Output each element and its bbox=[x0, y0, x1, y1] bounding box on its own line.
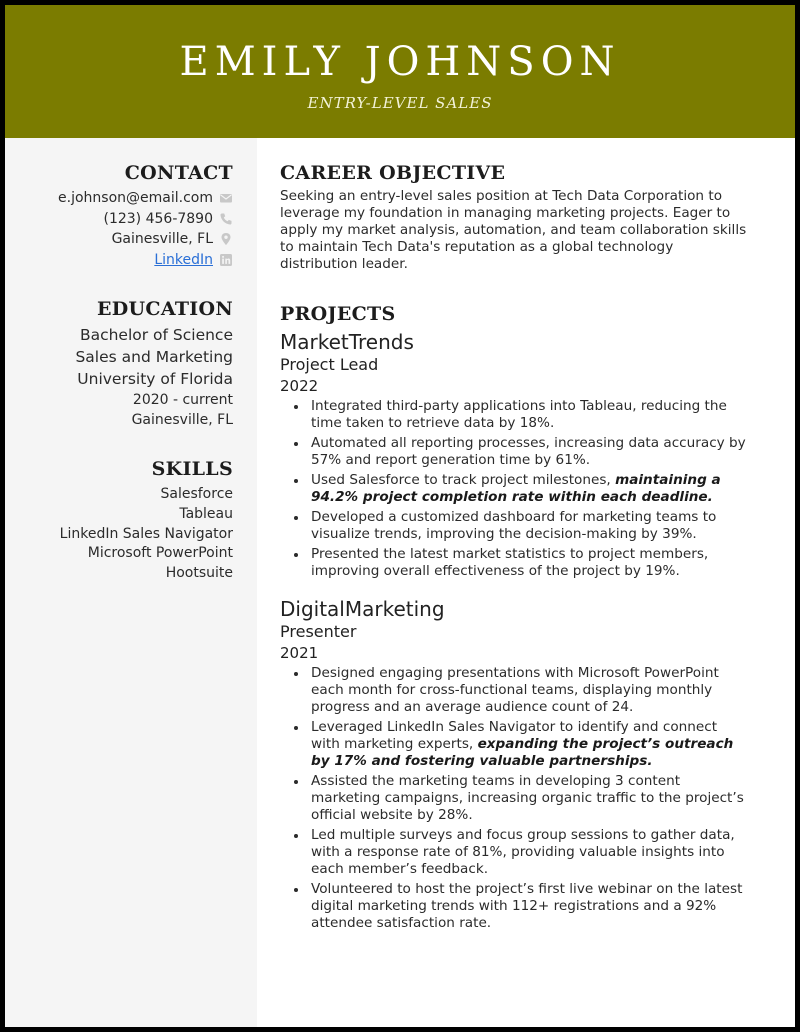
sidebar bbox=[5, 138, 257, 1027]
phone-text: (123) 456-7890 bbox=[103, 210, 213, 227]
education-location: Gainesville, FL bbox=[131, 412, 233, 428]
list-item: Led multiple surveys and focus group sessions to gather data, with a response rate of 81%, providing valuable insights into each member’s feedback. bbox=[280, 827, 750, 878]
education-block bbox=[13, 324, 233, 430]
phone-icon bbox=[219, 212, 233, 226]
objective-heading: CAREER OBJECTIVE bbox=[280, 162, 506, 184]
list-item: Integrated third-party applications into Tableau, reducing the time taken to retrieve data by 18%. bbox=[280, 398, 750, 432]
map-pin-icon bbox=[219, 232, 233, 246]
list-item: Automated all reporting processes, increasing data accuracy by 57% and report generation time by 61%. bbox=[280, 435, 750, 469]
candidate-name: EMILY JOHNSON bbox=[179, 39, 621, 85]
skill-item: Hootsuite bbox=[165, 565, 233, 582]
project-role: Project Lead bbox=[280, 355, 379, 374]
education-school: University of Florida bbox=[77, 370, 233, 388]
contact-email bbox=[13, 188, 233, 209]
project-name: MarketTrends bbox=[280, 330, 414, 354]
project-bullets bbox=[280, 665, 750, 932]
education-dates: 2020 - current bbox=[132, 392, 233, 408]
main-content bbox=[280, 138, 750, 935]
contact-phone bbox=[13, 209, 233, 230]
education-heading: EDUCATION bbox=[97, 298, 233, 320]
list-item: Leveraged LinkedIn Sales Navigator to identify and connect with marketing experts, expanding the project’s outreach by 17% and fostering valuable partnerships. bbox=[280, 719, 750, 770]
skills-heading: SKILLS bbox=[151, 458, 233, 480]
project-entry-digitalmarketing bbox=[280, 597, 750, 932]
resume-page bbox=[5, 5, 795, 1027]
education-degree: Bachelor of Science bbox=[79, 326, 233, 344]
project-role: Presenter bbox=[280, 622, 357, 641]
email-text: e.johnson@email.com bbox=[58, 190, 213, 206]
projects-heading: PROJECTS bbox=[280, 303, 396, 325]
skills-list bbox=[13, 485, 233, 584]
list-item: Assisted the marketing teams in developing 3 content marketing campaigns, increasing organic traffic to the project’s official website by 28%. bbox=[280, 773, 750, 824]
sidebar-content bbox=[13, 138, 233, 584]
list-item: Developed a customized dashboard for marketing teams to visualize trends, improving the decision-making by 39%. bbox=[280, 509, 750, 543]
list-item: Presented the latest market statistics to project members, improving overall effectiveness of the project by 19%. bbox=[280, 546, 750, 580]
list-item: Used Salesforce to track project milestones, maintaining a 94.2% project completion rate within each deadline. bbox=[280, 472, 750, 506]
project-year: 2022 bbox=[280, 377, 319, 395]
envelope-icon bbox=[219, 191, 233, 205]
candidate-title: ENTRY-LEVEL SALES bbox=[307, 94, 493, 112]
contact-heading: CONTACT bbox=[124, 162, 233, 184]
list-item: Designed engaging presentations with Microsoft PowerPoint each month for cross-functional teams, displaying monthly progress and an average audience count of 24. bbox=[280, 665, 750, 716]
resume-header bbox=[5, 5, 795, 138]
skill-item: Microsoft PowerPoint bbox=[87, 545, 233, 562]
contact-linkedin[interactable] bbox=[13, 250, 233, 271]
list-item: Volunteered to host the project’s first live webinar on the latest digital marketing trends with 112+ registrations and a 92% attendee satisfaction rate. bbox=[280, 881, 750, 932]
project-entry-markettrends bbox=[280, 330, 750, 580]
objective-text: Seeking an entry-level sales position at Tech Data Corporation to leverage my foundation in managing marketing projects. Eager to apply my market analysis, automation, and team collaboration skills to maintain Tech Data's reputation as a global technology distribution leader. bbox=[280, 188, 747, 272]
skill-item: Tableau bbox=[179, 505, 233, 522]
location-text: Gainesville, FL bbox=[111, 231, 213, 247]
project-year: 2021 bbox=[280, 644, 319, 662]
skill-item: LinkedIn Sales Navigator bbox=[59, 525, 233, 542]
skill-item: Salesforce bbox=[160, 486, 233, 502]
education-major: Sales and Marketing bbox=[75, 348, 233, 366]
linkedin-link[interactable]: LinkedIn bbox=[154, 251, 213, 268]
contact-location bbox=[13, 229, 233, 250]
project-name: DigitalMarketing bbox=[280, 597, 445, 621]
linkedin-icon bbox=[219, 253, 233, 267]
contact-list bbox=[13, 188, 233, 270]
project-bullets bbox=[280, 398, 750, 580]
